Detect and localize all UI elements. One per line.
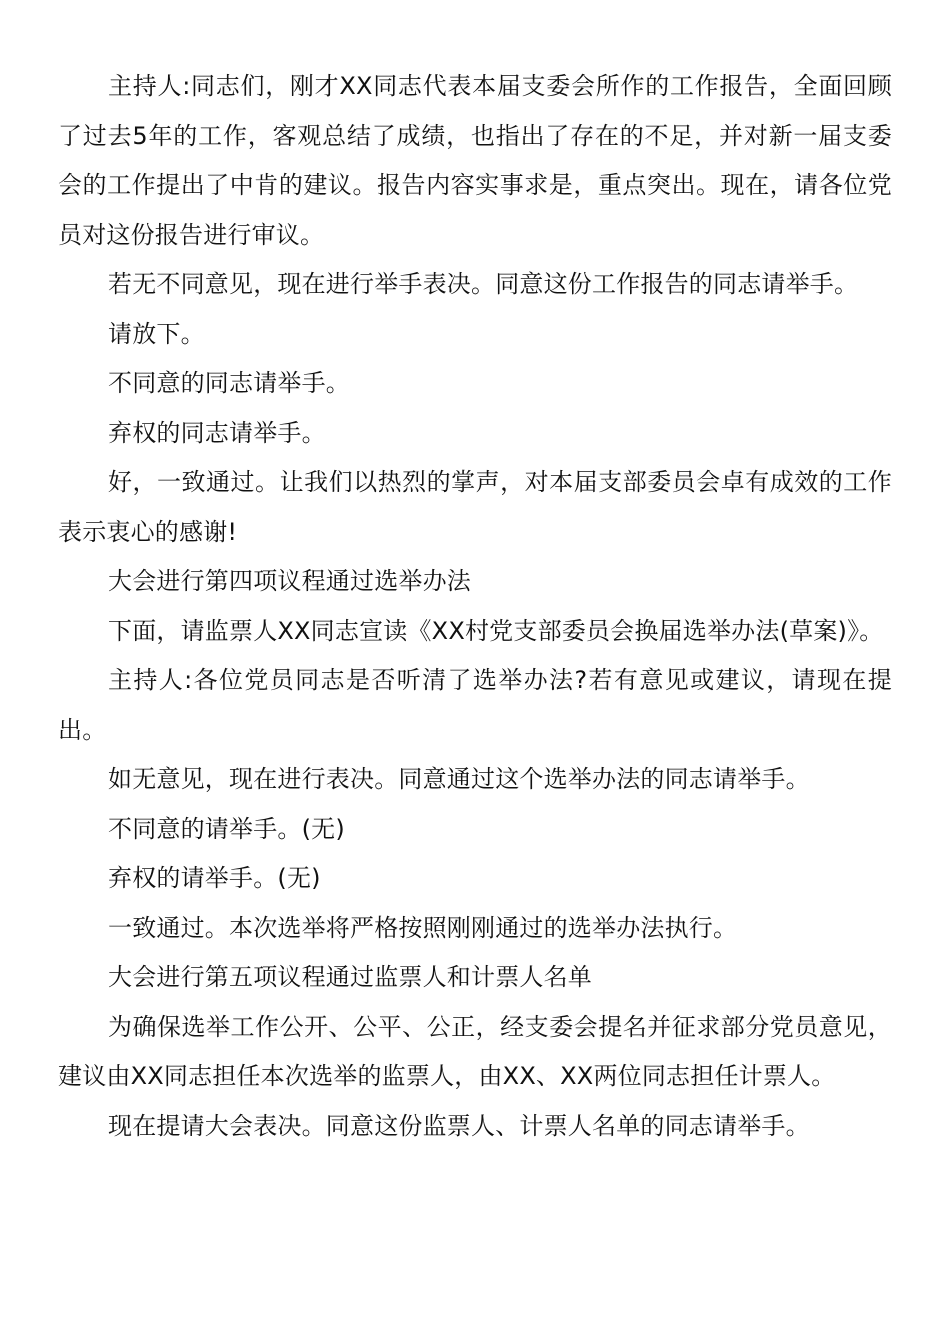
paragraph-method-passed: 一致通过。本次选举将严格按照刚刚通过的选举办法执行。 xyxy=(108,913,738,942)
agenda-item-four-heading: 大会进行第四项议程通过选举办法 xyxy=(108,567,471,595)
paragraph-hands-down: 请放下。 xyxy=(108,319,205,348)
paragraph-host-report-review: 主持人:同志们，刚才XX同志代表本届支委会所作的工作报告，全面回顾了过去5年的工作，客观总结了成绩，也指出了存在的不足，并对新一届支委会的工作提出了中肯的建议。报告内容实事求是，重点突出。现在，请各位党员对这份报告进行审议。 xyxy=(58,72,892,249)
paragraph-abstain: 弃权的同志请举手。 xyxy=(108,418,326,447)
paragraph-disagree: 不同意的同志请举手。 xyxy=(108,369,350,397)
agenda-item-five-heading: 大会进行第五项议程通过监票人和计票人名单 xyxy=(108,963,592,991)
paragraph-unanimous-thanks: 好，一致通过。让我们以热烈的掌声，对本届支部委员会卓有成效的工作表示衷心的感谢! xyxy=(58,468,892,546)
paragraph-scrutineer-proposal: 为确保选举工作公开、公平、公正，经支委会提名并征求部分党员意见，建议由XX同志担任本次选举的监票人，由XX、XX两位同志担任计票人。 xyxy=(58,1012,892,1090)
paragraph-vote-report: 若无不同意见，现在进行举手表决。同意这份工作报告的同志请举手。 xyxy=(108,270,859,298)
paragraph-vote-scrutineers: 现在提请大会表决。同意这份监票人、计票人名单的同志请举手。 xyxy=(108,1111,810,1140)
paragraph-disagree-none: 不同意的请举手。(无) xyxy=(108,814,345,843)
paragraph-read-election-method: 下面，请监票人XX同志宣读《XX村党支部委员会换届选举办法(草案)》。 xyxy=(108,616,884,645)
paragraph-abstain-none: 弃权的请举手。(无) xyxy=(108,864,321,892)
paragraph-vote-method: 如无意见，现在进行表决。同意通过这个选举办法的同志请举手。 xyxy=(108,765,810,793)
paragraph-host-ask-opinions: 主持人:各位党员同志是否听清了选举办法?若有意见或建议，请现在提出。 xyxy=(58,666,892,744)
